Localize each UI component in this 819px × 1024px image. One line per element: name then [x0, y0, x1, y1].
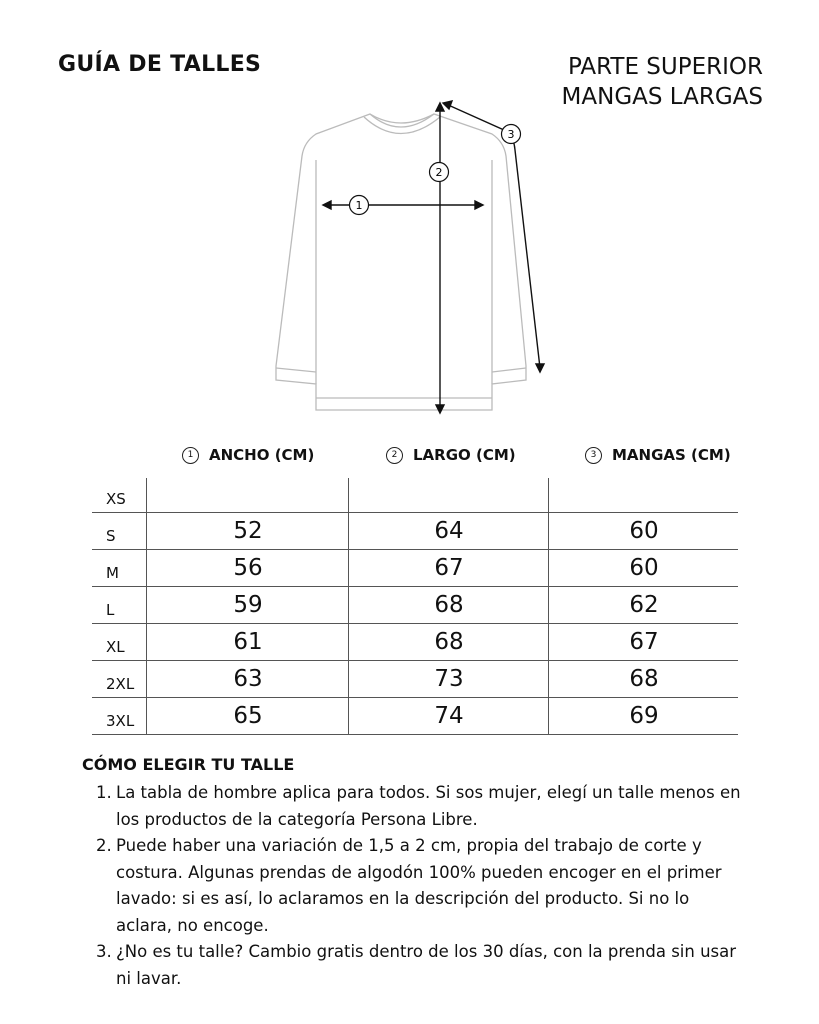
largo-value [348, 478, 549, 512]
mangas-value: 60 [548, 550, 739, 586]
table-row [92, 624, 738, 661]
list-item-number: 3. [96, 942, 112, 961]
size-label: S [106, 527, 116, 545]
table-row [92, 661, 738, 698]
mangas-value: 60 [548, 513, 739, 549]
size-table [92, 478, 738, 735]
list-item-text: Puede haber una variación de 1,5 a 2 cm, propia del trabajo de corte y costura. Algunas prendas de algodón 100% pueden encoger en el primer lavado: si es así, lo aclaramos en la descripción del producto. Si no lo aclara, no encoge. [116, 836, 722, 935]
category-line-2: MANGAS LARGAS [561, 84, 763, 110]
category-line-1: PARTE SUPERIOR [567, 54, 763, 80]
length-arrow [436, 103, 444, 413]
size-label: 3XL [106, 712, 135, 730]
column-header-ancho [182, 446, 314, 464]
ancho-value [146, 478, 349, 512]
shirt-measurement-diagram [0, 0, 819, 440]
ancho-value: 65 [146, 698, 349, 734]
page-title: GUÍA DE TALLES [58, 52, 262, 77]
column-number-3: 3 [585, 447, 602, 464]
column-label-ancho: ANCHO (CM) [209, 446, 315, 464]
how-to-title: CÓMO ELEGIR TU TALLE [82, 755, 295, 774]
table-row [92, 587, 738, 624]
largo-value: 68 [348, 587, 549, 623]
mangas-value [548, 478, 739, 512]
column-header-mangas [585, 446, 731, 464]
largo-value: 68 [348, 624, 549, 660]
shirt-outline-icon [276, 114, 526, 410]
mangas-value: 62 [548, 587, 739, 623]
column-number-1: 1 [182, 447, 199, 464]
column-header-largo [386, 446, 516, 464]
largo-value: 67 [348, 550, 549, 586]
largo-value: 64 [348, 513, 549, 549]
table-row [92, 478, 738, 513]
marker-1 [350, 196, 369, 215]
mangas-value: 67 [548, 624, 739, 660]
table-row [92, 698, 738, 735]
ancho-value: 56 [146, 550, 349, 586]
marker-2 [430, 163, 449, 182]
sleeve-arrow [443, 101, 544, 372]
list-item-number: 1. [96, 783, 112, 802]
size-label: L [106, 601, 115, 619]
ancho-value: 63 [146, 661, 349, 697]
largo-value: 73 [348, 661, 549, 697]
svg-text:1: 1 [355, 199, 363, 212]
size-label: XS [106, 490, 126, 508]
list-item [96, 939, 746, 992]
ancho-value: 59 [146, 587, 349, 623]
mangas-value: 69 [548, 698, 739, 734]
size-label: M [106, 564, 119, 582]
list-item-text: ¿No es tu talle? Cambio gratis dentro de los 30 días, con la prenda sin usar ni lavar. [116, 942, 737, 988]
marker-3 [502, 125, 521, 144]
svg-text:2: 2 [435, 166, 443, 179]
ancho-value: 61 [146, 624, 349, 660]
list-item-text: La tabla de hombre aplica para todos. Si sos mujer, elegí un talle menos en los productos de la categoría Persona Libre. [116, 783, 741, 829]
table-row [92, 550, 738, 587]
ancho-value: 52 [146, 513, 349, 549]
svg-text:3: 3 [507, 128, 515, 141]
list-item [96, 780, 746, 833]
column-number-2: 2 [386, 447, 403, 464]
mangas-value: 68 [548, 661, 739, 697]
table-row [92, 513, 738, 550]
list-item-number: 2. [96, 836, 112, 855]
how-to-list [96, 780, 746, 992]
size-label: 2XL [106, 675, 135, 693]
largo-value: 74 [348, 698, 549, 734]
width-arrow [323, 201, 483, 209]
column-label-largo: LARGO (CM) [413, 446, 516, 464]
column-label-mangas: MANGAS (CM) [612, 446, 731, 464]
list-item [96, 833, 746, 939]
size-label: XL [106, 638, 125, 656]
